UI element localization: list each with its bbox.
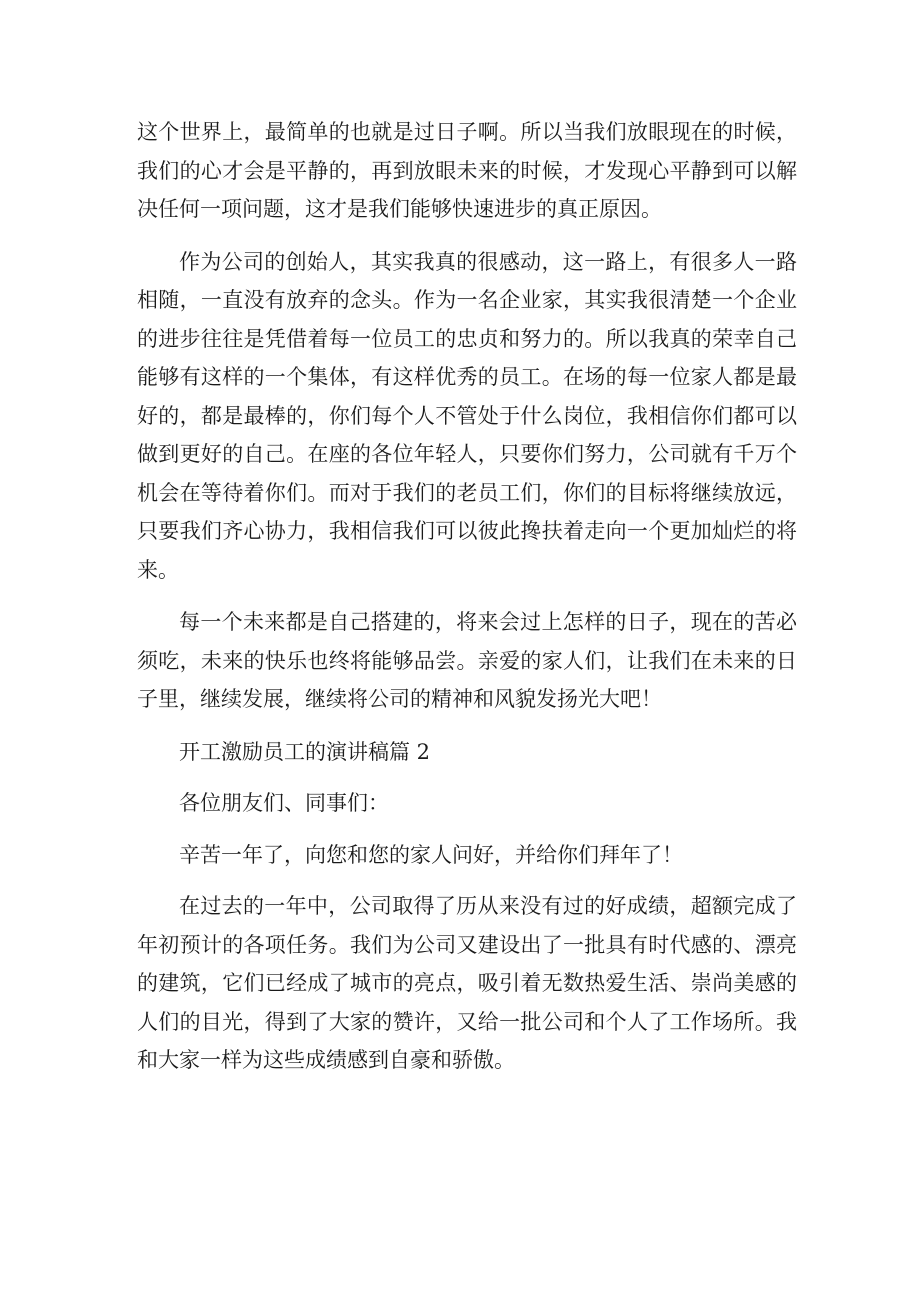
document-body bbox=[137, 113, 797, 1094]
section-heading: 开工激励员工的演讲稿篇 2 bbox=[179, 739, 431, 764]
paragraph-founder: 作为公司的创始人，其实我真的很感动，这一路上，有很多人一路相随，一直没有放弃的念头。作为一名企业家，其实我很清楚一个企业的进步往往是凭借着每一位员工的忠贞和努力的。所以我真的荣幸自己能够有这样的一个集体，有这样优秀的员工。在场的每一位家人都是最好的，都是最棒的，你们每个人不管处于什么岗位，我相信你们都可以做到更好的自己。在座的各位年轻人，只要你们努力，公司就有千万个机会在等待着你们。而对于我们的老员工们，你们的目标将继续放远，只要我们齐心协力，我相信我们可以彼此搀扶着走向一个更加灿烂的将来。 bbox=[137, 249, 797, 582]
paragraph-future: 每一个未来都是自己搭建的，将来会过上怎样的日子，现在的苦必须吃，未来的快乐也终将能够品尝。亲爱的家人们，让我们在未来的日子里，继续发展，继续将公司的精神和风貌发扬光大吧！ bbox=[137, 610, 797, 711]
paragraph-achievements: 在过去的一年中，公司取得了历从来没有过的好成绩，超额完成了年初预计的各项任务。我们为公司又建设出了一批具有时代感的、漂亮的建筑，它们已经成了城市的亮点，吸引着无数热爱生活、崇尚美感的人们的目光，得到了大家的赞许，又给一批公司和个人了工作场所。我和大家一样为这些成绩感到自豪和骄傲。 bbox=[137, 894, 797, 1072]
salutation: 各位朋友们、同事们： bbox=[179, 791, 389, 815]
paragraph-continuation: 这个世界上，最简单的也就是过日子啊。所以当我们放眼现在的时候，我们的心才会是平静的，再到放眼未来的时候，才发现心平静到可以解决任何一项问题，这才是我们能够快速进步的真正原因。 bbox=[137, 120, 797, 221]
greeting-line: 辛苦一年了，向您和您的家人问好，并给你们拜年了！ bbox=[179, 842, 683, 867]
